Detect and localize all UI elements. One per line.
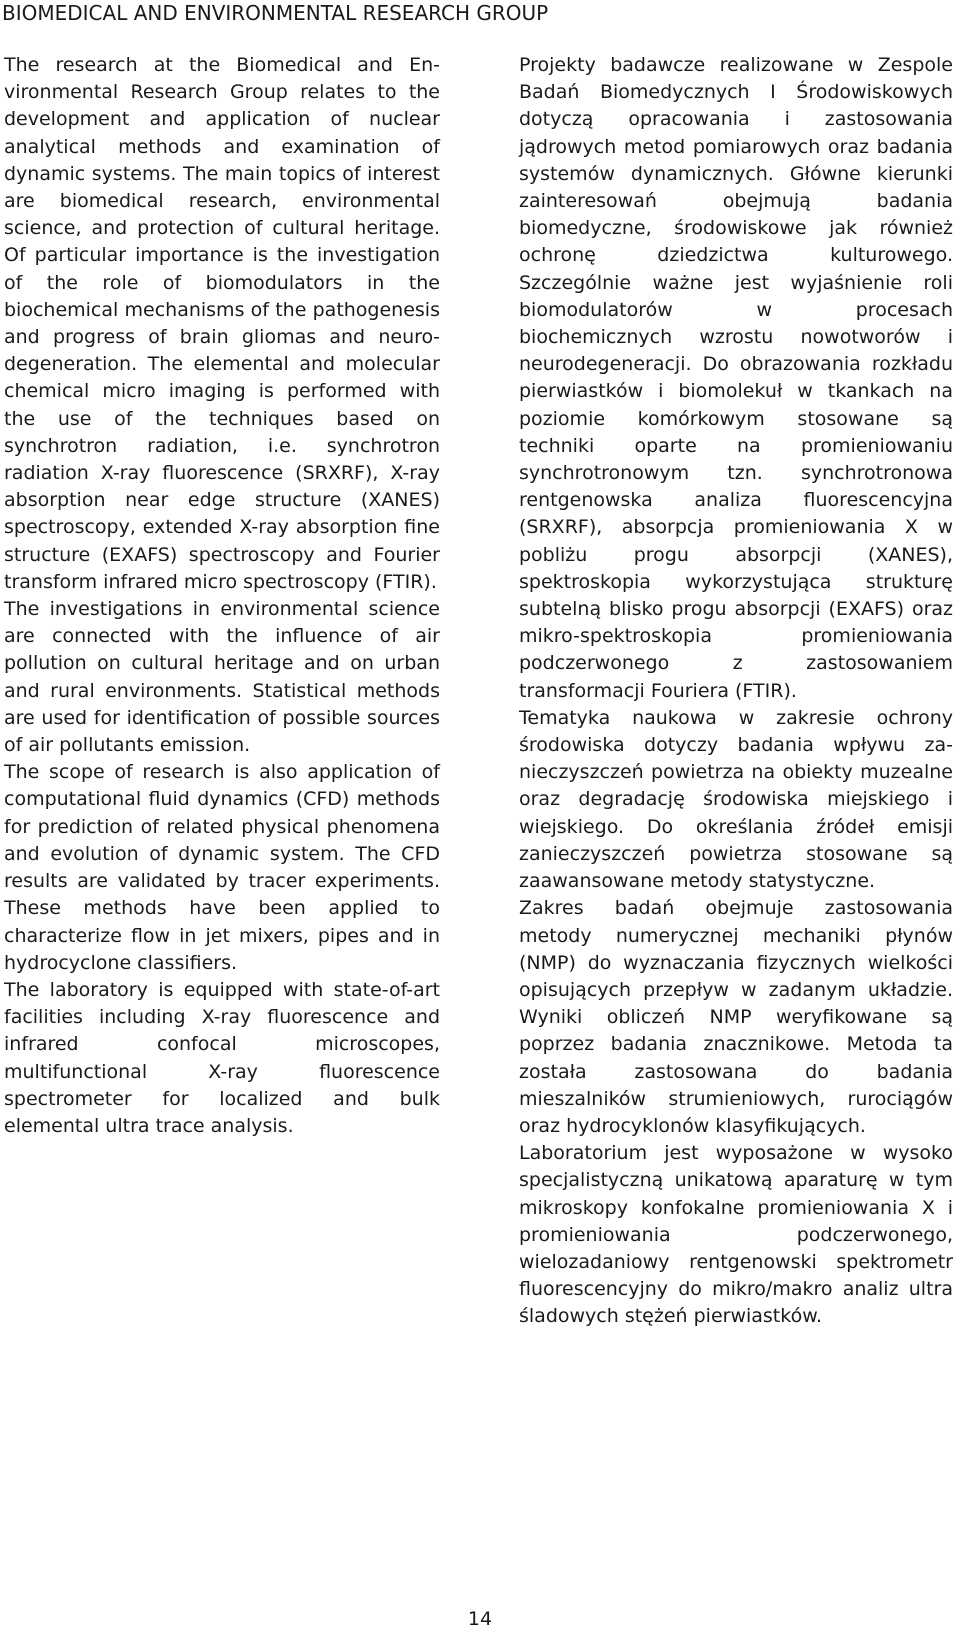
page-title: BIOMEDICAL AND ENVIRONMENTAL RESEARCH GROUP: [2, 1, 549, 25]
polish-paragraph-3: Zakres badań obejmuje zastosowania metody numerycznej mechaniki płynów (NMP) do wyznaczania fizycznych wielkości opisujących przepływ w zadanym układzie. Wyniki obliczeń NMP weryfikowane są poprzez badania znacznikowe. Metoda ta została zastosowana do badania mieszalników strumieniowych, rurociągów oraz hydrocyklonów klasyfikujących.: [519, 897, 953, 1137]
english-paragraph-3: The scope of research is also application of computational fluid dynamics (CFD) methods for prediction of related physical phenomena and evolution of dynamic system. The CFD results are validated by tracer experiments. These methods have been applied to characterize flow in jet mixers, pipes and in hydrocyclone classifiers.: [4, 761, 440, 974]
english-paragraph-4: The laboratory is equipped with state-of-art facilities including X-ray fluorescence and infrared confocal microscopes, multifunctional X-ray fluorescence spectrometer for localized and bulk elemental ultra trace analysis.: [4, 978, 440, 1137]
page-number: 14: [467, 1608, 493, 1630]
english-paragraph-1: The research at the Biomedical and Environmental Research Group relates to the development and application of nuclear analytical methods and examination of dynamic systems. The main topics of interest are biomedical research, environmental science, and protection of cultural heritage. Of particular importance is the investigation of the role of biomodulators in the biochemical mechanisms of the pathogenesis and progress of brain gliomas and neurodegeneration. The elemental and molecular chemical micro imaging is performed with the use of the techniques based on synchrotron radiation, i.e. synchrotron radiation X-ray fluorescence (SRXRF), X-ray absorption near edge structure (XANES) spectroscopy, extended X-ray absorption fine structure (EXAFS) spectroscopy and Fourier transform infrared micro spectroscopy (FTIR).: [4, 54, 440, 593]
polish-paragraph-2: Tematyka naukowa w zakresie ochrony środowiska dotyczy badania wpływu zanieczyszczeń powietrza na obiekty muzealne oraz degradację środowiska miejskiego i wiejskiego. Do określania źródeł emisji zanieczyszczeń powietrza stosowane są zaawansowane metody statystyczne.: [519, 706, 953, 893]
english-paragraph-2: The investigations in environmental science are connected with the influence of air pollution on cultural heritage and on urban and rural environments. Statistical methods are used for identification of possible sources of air pollutants emission.: [4, 598, 440, 757]
polish-paragraph-1: Projekty badawcze realizowane w Zespole Badań Biomedycznych I Środowiskowych dotyczą opracowania i zastosowania jądrowych metod pomiarowych oraz badania systemów dynamicznych. Główne kierunki zainteresowań obejmują badania biomedyczne, środowiskowe jak również ochronę dziedzictwa kulturowego. Szczególnie ważne jest wyjaśnienie roli biomodulatorów w procesach biochemicznych wzrostu nowotworów i neurodegeneracji. Do obrazowania rozkładu pierwiastków i biomolekuł w tkankach na poziomie komórkowym stosowane są techniki oparte na promieniowaniu synchrotronowym tzn. synchrotronowa rentgenowska analiza fluorescencyjna (SRXRF), absorpcja promieniowania X w pobliżu progu absorpcji (XANES), spektroskopia wykorzystująca strukturę subtelną blisko progu absorpcji (EXAFS) oraz mikro-spektroskopia promieniowania podczerwonego z zastosowaniem transformacji Fouriera (FTIR).: [519, 54, 953, 702]
english-text-column: [4, 52, 440, 1140]
polish-paragraph-4: Laboratorium jest wyposażone w wysoko specjalistyczną unikatową aparaturę w tym mikroskopy konfokalne promieniowania X i promieniowania podczerwonego, wielozadaniowy rentgenowski spektrometr fluorescencyjny do mikro/makro analiz ultra śladowych stężeń pierwiastków.: [519, 1142, 953, 1328]
polish-text-column: [519, 52, 953, 1331]
